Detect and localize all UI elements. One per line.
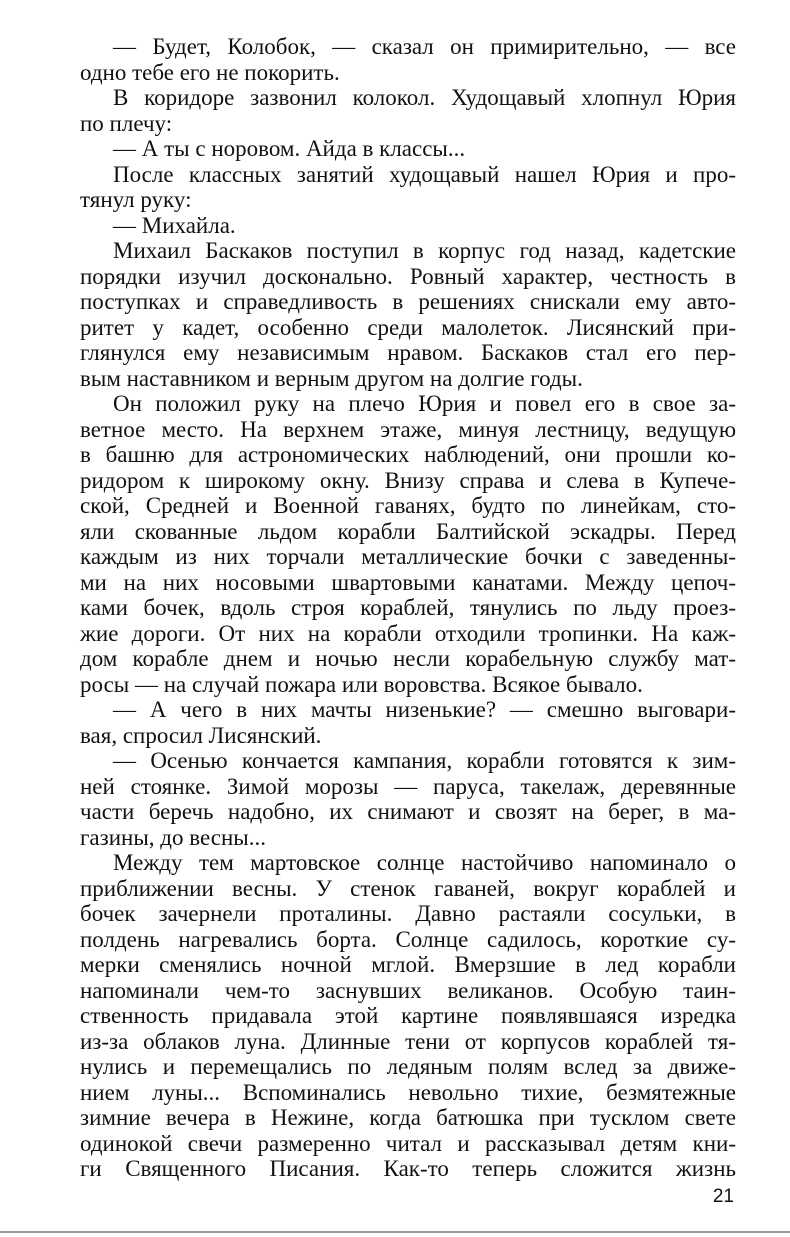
text-line: ками бочек, вдоль строя кораблей, тянулись по льду проез-	[80, 595, 736, 620]
text-line: ветное место. На верхнем этаже, минуя лестницу, ведущую	[80, 416, 736, 442]
text-line: — А чего в них мачты низенькие? — смешно выговари-	[113, 697, 736, 722]
text-line: — А ты с норовом. Айда в классы...	[113, 136, 466, 161]
text-line: ридором к широкому окну. Внизу справа и слева в Купече-	[80, 467, 736, 493]
text-line: вым наставником и верным другом на долгие годы.	[80, 365, 583, 391]
text-line: — Михайла.	[113, 212, 236, 238]
text-line: газины, до весны...	[80, 824, 266, 850]
text-line: ми на них носовыми швартовыми канатами. Между цепоч-	[80, 569, 736, 595]
text-line: в башню для астрономических наблюдений, они прошли ко-	[80, 442, 736, 467]
text-line: поступках и справедливость в решениях снискали ему авто-	[80, 289, 736, 314]
text-line: росы — на случай пожара или воровства. Всякое бывало.	[80, 671, 643, 697]
text-line: нулись и перемещались по ледяным полям вслед за движе-	[80, 1054, 736, 1079]
text-line: ственность придавала этой картине появлявшаяся изредка	[80, 1003, 736, 1028]
text-line: Между тем мартовское солнце настойчиво напоминало о	[113, 850, 736, 875]
text-line: После классных занятий худощавый нашел Юрия и про-	[113, 161, 736, 187]
text-line: дом корабле днем и ночью несли корабельную службу мат-	[80, 646, 736, 671]
text-line: напоминали чем-то заснувших великанов. Особую таин-	[80, 977, 736, 1003]
text-line: ги Священного Писания. Как-то теперь сложится жизнь	[80, 1156, 736, 1181]
text-line: — Осенью кончается кампания, корабли готовятся к зим-	[113, 748, 736, 773]
page-number: 21	[712, 1186, 734, 1207]
text-line: бочек зачернели проталины. Давно растаяли сосульки, в	[80, 901, 736, 926]
text-line: одинокой свечи размеренно читал и рассказывал детям кни-	[80, 1130, 736, 1156]
text-line: по плечу:	[80, 110, 173, 136]
text-line: тянул руку:	[80, 187, 192, 212]
text-line: — Будет, Колобок, — сказал он примирительно, — все	[113, 34, 736, 59]
text-line: нием луны... Вспоминались невольно тихие, безмятежные	[80, 1079, 736, 1105]
text-line: зимние вечера в Нежине, когда батюшка при тусклом свете	[80, 1105, 736, 1130]
text-line: жие дороги. От них на корабли отходили тропинки. На каж-	[80, 620, 736, 646]
text-line: из-за облаков луна. Длинные тени от корпусов кораблей тя-	[80, 1028, 736, 1054]
page-bottom-edge	[0, 1231, 790, 1233]
text-line: Он положил руку на плечо Юрия и повел его в свое за-	[113, 391, 736, 416]
text-line: глянулся ему независимым нравом. Баскаков стал его пер-	[80, 340, 736, 365]
text-line: полдень нагревались борта. Солнце садилось, короткие су-	[80, 926, 736, 952]
text-line: ской, Средней и Военной гаванях, будто по линейкам, сто-	[80, 493, 736, 518]
text-line: одно тебе его не покорить.	[80, 59, 340, 85]
text-line: В коридоре зазвонил колокол. Худощавый хлопнул Юрия	[113, 85, 736, 110]
text-line: яли скованные льдом корабли Балтийской эскадры. Перед	[80, 518, 736, 544]
text-line: мерки сменялись ночной мглой. Вмерзшие в лед корабли	[80, 952, 736, 977]
text-line: каждым из них торчали металлические бочки с заведенны-	[80, 544, 736, 569]
text-line: ней стоянке. Зимой морозы — паруса, такелаж, деревянные	[80, 773, 736, 799]
text-line: Михаил Баскаков поступил в корпус год назад, кадетские	[113, 238, 736, 263]
text-line: ритет у кадет, особенно среди малолеток. Лисянский при-	[80, 314, 736, 340]
text-line: части беречь надобно, их снимают и свозят на берег, в ма-	[80, 799, 736, 824]
text-line: вая, спросил Лисянский.	[80, 722, 322, 748]
text-line: приближении весны. У стенок гаваней, вокруг кораблей и	[80, 875, 736, 901]
text-line: порядки изучил досконально. Ровный характер, честность в	[80, 263, 736, 289]
book-page-text	[80, 34, 736, 1182]
